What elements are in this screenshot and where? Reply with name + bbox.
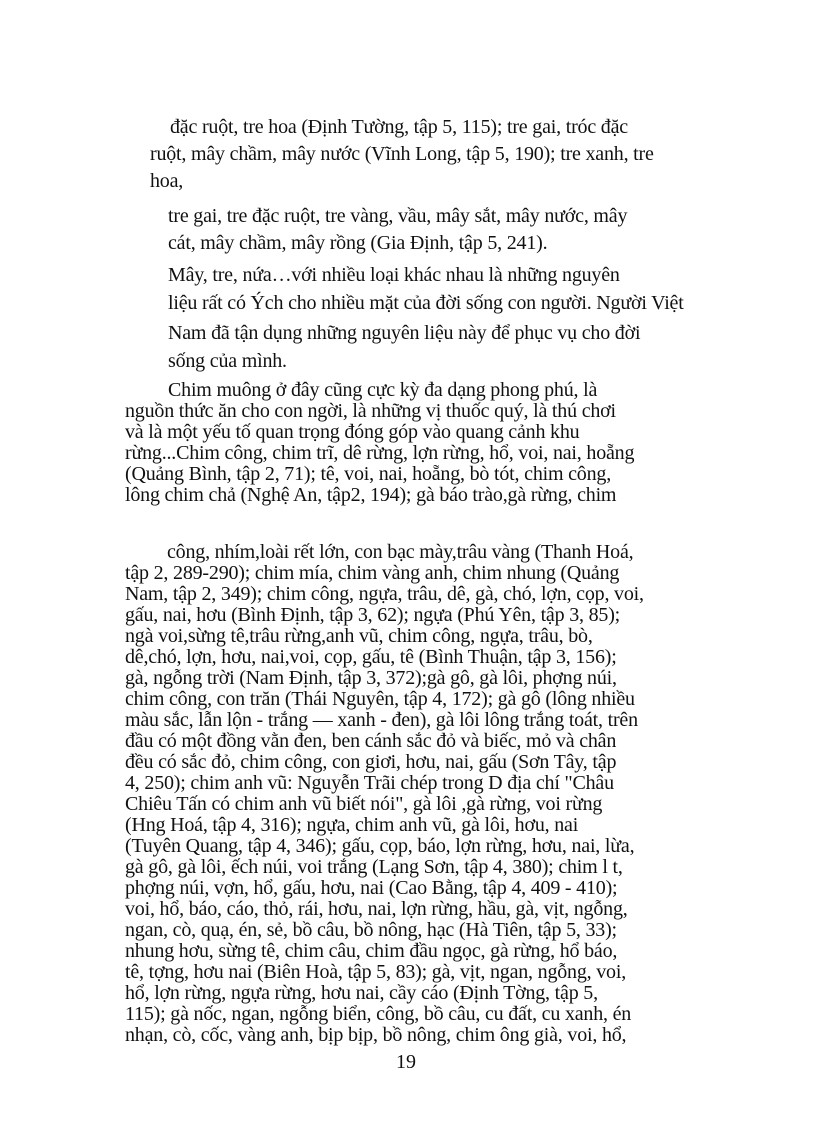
text-line: màu sắc, lẫn lộn - trắng — xanh - đen), gà lôi lông trắng toát, trên [125, 709, 638, 731]
text-line: ngà voi,sừng tê,trâu rừng,anh vũ, chim công, ngựa, trâu, bò, [125, 625, 593, 647]
text-line: Mây, tre, nứa…với nhiều loại khác nhau là những nguyên [168, 264, 620, 286]
text-line: (Tuyên Quang, tập 4, 346); gấu, cọp, báo, lợn rừng, hơu, nai, lừa, [125, 835, 635, 857]
text-line: gấu, nai, hơu (Bình Định, tập 3, 62); ngựa (Phú Yên, tập 3, 85); [125, 604, 621, 626]
text-line: lông chim chả (Nghệ An, tập2, 194); gà báo trào,gà rừng, chim [125, 484, 617, 506]
text-line: dê,chó, lợn, hơu, nai,voi, cọp, gấu, tê (Bình Thuận, tập 3, 156); [125, 646, 617, 668]
text-line: gà gô, gà lôi, ếch núi, voi trắng (Lạng Sơn, tập 4, 380); chim l t, [125, 856, 623, 878]
text-line: và là một yếu tố quan trọng đóng góp vào quang cảnh khu [125, 421, 580, 443]
text-line: liệu rất có Ých cho nhiều mặt của đời sống con người. Người Việt [168, 292, 684, 314]
text-line: nguồn thức ăn cho con ngời, là những vị thuốc quý, là thú chơi [125, 400, 616, 422]
text-line: 115); gà nốc, ngan, ngỗng biển, công, bồ câu, cu đất, cu xanh, én [125, 1003, 632, 1025]
text-line: phợng núi, vợn, hổ, gấu, hơu, nai (Cao Bằng, tập 4, 409 - 410); [125, 877, 618, 899]
paragraph-bamboo-continued [150, 114, 686, 195]
text-line: hoa, [150, 170, 184, 192]
text-line: đặc ruột, tre hoa (Định Tường, tập 5, 115); tre gai, tróc đặc [170, 116, 628, 138]
text-line: Chiêu Tấn có chim anh vũ biết nói", gà lôi ,gà rừng, voi rừng [125, 793, 603, 815]
paragraph-materials-use [168, 319, 686, 375]
text-line: tre gai, tre đặc ruột, tre vàng, vầu, mây sắt, mây nước, mây [168, 205, 628, 227]
text-line: rừng...Chim công, chim trĩ, dê rừng, lợn rừng, hổ, voi, nai, hoẵng [125, 442, 635, 464]
text-line: sống của mình. [168, 350, 287, 372]
text-line: tập 2, 289-290); chim mía, chim vàng anh, chim nhung (Quảng [125, 562, 620, 584]
text-line: voi, hổ, báo, cáo, thỏ, rái, hơu, nai, lợn rừng, hầu, gà, vịt, ngỗng, [125, 898, 628, 920]
text-line: hổ, lợn rừng, ngựa rừng, hơu nai, cầy cáo (Định Tờng, tập 5, [125, 982, 598, 1004]
paragraph-birds-intro [125, 380, 687, 506]
page-number: 19 [396, 1051, 416, 1073]
text-line: chim công, con trăn (Thái Nguyên, tập 4, 172); gà gô (lông nhiều [125, 688, 635, 710]
text-line: cát, mây chầm, mây rồng (Gia Định, tập 5, 241). [168, 232, 548, 254]
text-line: Nam đã tận dụng những nguyên liệu này để phục vụ cho đời [168, 322, 641, 344]
paragraph-bamboo-gia-dinh [168, 203, 686, 257]
text-line: tê, tợng, hơu nai (Biên Hoà, tập 5, 83); gà, vịt, ngan, ngỗng, voi, [125, 961, 627, 983]
text-line: (Quảng Bình, tập 2, 71); tê, voi, nai, hoẵng, bò tót, chim công, [125, 463, 612, 485]
text-line: ngan, cò, quạ, én, sẻ, bồ câu, bồ nông, hạc (Hà Tiên, tập 5, 33); [125, 919, 617, 941]
text-line: nhạn, cò, cốc, vàng anh, bịp bịp, bồ nông, chim ông già, voi, hổ, [125, 1024, 627, 1046]
text-line: 4, 250); chim anh vũ: Nguyễn Trãi chép trong D địa chí "Châu [125, 772, 614, 794]
paragraph-birds-list [125, 542, 687, 1046]
text-line: Nam, tập 2, 349); chim công, ngựa, trâu, dê, gà, chó, lợn, cọp, voi, [125, 583, 644, 605]
text-line: đều có sắc đỏ, chim công, con giơi, hơu, nai, gấu (Sơn Tây, tập [125, 751, 617, 773]
text-line: ruột, mây chầm, mây nước (Vĩnh Long, tập 5, 190); tre xanh, tre [150, 143, 654, 165]
text-line: nhung hơu, sừng tê, chim câu, chim đầu ngọc, gà rừng, hổ báo, [125, 940, 618, 962]
text-line: gà, ngỗng trời (Nam Định, tập 3, 372);gà gô, gà lôi, phợng núi, [125, 667, 617, 689]
text-line: (Hng Hoá, tập 4, 316); ngựa, chim anh vũ, gà lôi, hơu, nai [125, 814, 579, 836]
text-line: đầu có một đồng vằn đen, ben cánh sắc đỏ và biếc, mỏ và chân [125, 730, 617, 752]
text-line: công, nhím,loài rết lớn, con bạc mày,trâu vàng (Thanh Hoá, [167, 541, 634, 563]
text-line: Chim muông ở đây cũng cực kỳ đa dạng phong phú, là [168, 379, 598, 401]
paragraph-materials [168, 261, 686, 317]
